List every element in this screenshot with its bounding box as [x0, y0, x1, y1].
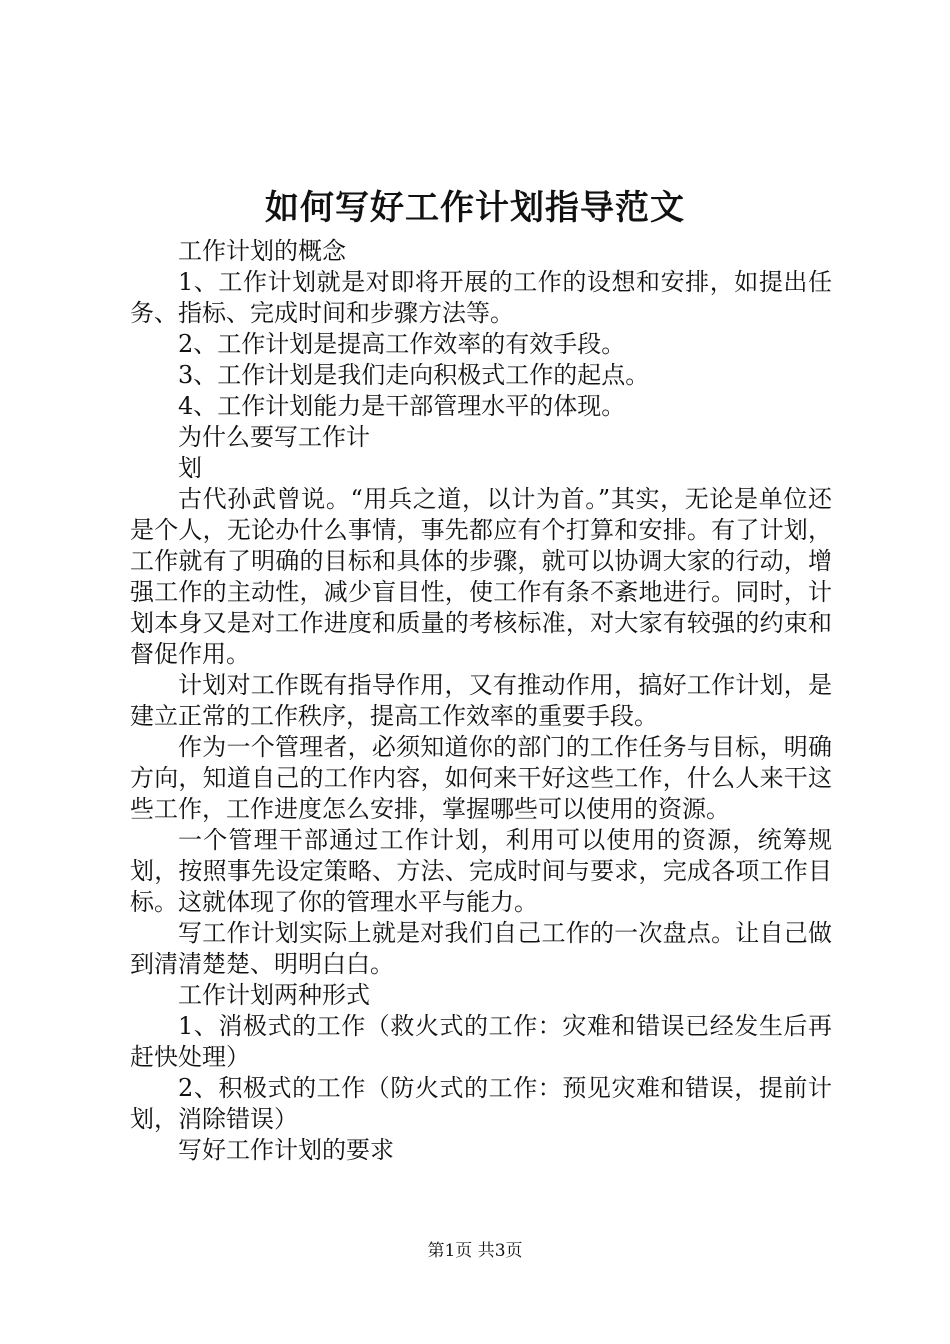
heading-why-continued: 划 [178, 454, 202, 482]
paragraph: 计划对工作既有指导作用，又有推动作用，搞好工作计划，是建立正常的工作秩序，提高工作效率的重要手段。 [130, 671, 832, 730]
paragraph: 写工作计划实际上就是对我们自己工作的一次盘点。让自己做到清清楚楚、明明白白。 [130, 919, 832, 978]
paragraph: 古代孙武曾说。“用兵之道，以计为首。”其实，无论是单位还是个人，无论办什么事情，事先都应有个打算和安排。有了计划，工作就有了明确的目标和具体的步骤，就可以协调大家的行动，增强工作的主动性，减少盲目性，使工作有条不紊地进行。同时，计划本身又是对工作进度和质量的考核标准，对大家有较强的约束和督促作用。 [130, 485, 832, 668]
heading-why: 为什么要写工作计 [178, 423, 370, 451]
paragraph: 3、工作计划是我们走向积极式工作的起点。 [178, 361, 650, 389]
paragraph: 1、工作计划就是对即将开展的工作的设想和安排，如提出任务、指标、完成时间和步骤方法等。 [130, 268, 832, 327]
document-body [130, 236, 832, 1166]
paragraph: 2、积极式的工作（防火式的工作：预见灾难和错误，提前计划，消除错误） [130, 1074, 832, 1133]
heading-two-forms: 工作计划两种形式 [178, 981, 370, 1009]
heading-requirements: 写好工作计划的要求 [178, 1136, 394, 1164]
paragraph: 4、工作计划能力是干部管理水平的体现。 [178, 392, 626, 420]
paragraph: 1、消极式的工作（救火式的工作：灾难和错误已经发生后再赶快处理） [130, 1012, 832, 1071]
page-number: 第1页 共3页 [427, 1241, 523, 1261]
heading-concept: 工作计划的概念 [178, 237, 346, 265]
paragraph: 一个管理干部通过工作计划，利用可以使用的资源，统筹规划，按照事先设定策略、方法、完成时间与要求，完成各项工作目标。这就体现了你的管理水平与能力。 [130, 826, 832, 916]
document-title: 如何写好工作计划指导范文 [265, 188, 685, 228]
paragraph: 2、工作计划是提高工作效率的有效手段。 [178, 330, 626, 358]
paragraph: 作为一个管理者，必须知道你的部门的工作任务与目标，明确方向，知道自己的工作内容，如何来干好这些工作，什么人来干这些工作，工作进度怎么安排，掌握哪些可以使用的资源。 [130, 733, 832, 823]
